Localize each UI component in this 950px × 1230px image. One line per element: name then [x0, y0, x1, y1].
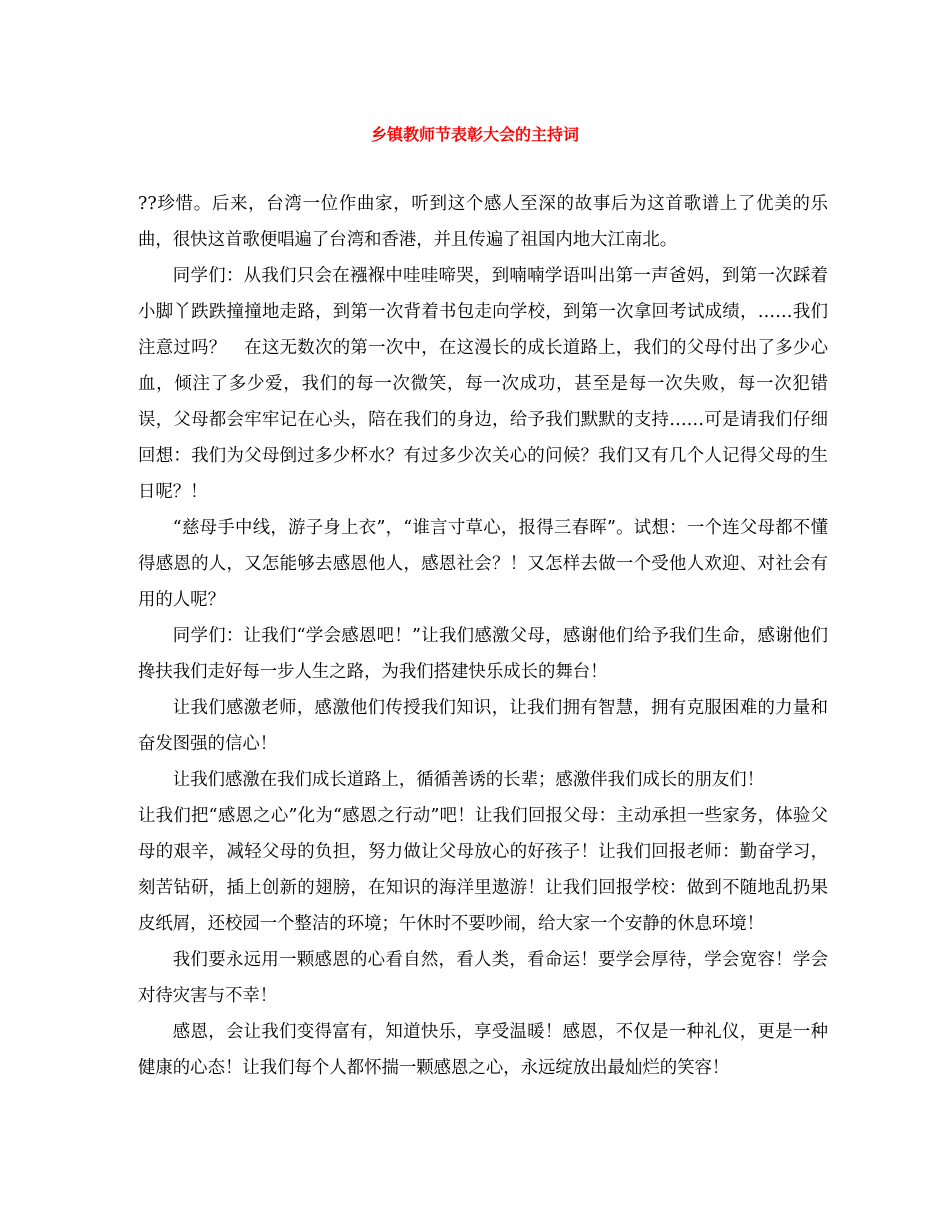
- paragraph-4: 同学们：让我们“学会感恩吧！”让我们感激父母，感谢他们给予我们生命，感谢他们搀扶我们走好每一步人生之路，为我们搭建快乐成长的舞台！: [138, 626, 828, 682]
- paragraph-6: 让我们感激在我们成长道路上，循循善诱的长辈；感激伴我们成长的朋友们！: [172, 770, 765, 790]
- paragraph-9: 感恩，会让我们变得富有，知道快乐，享受温暖！感恩，不仅是一种礼仪，更是一种健康的心态！让我们每个人都怀揣一颗感恩之心，永远绽放出最灿烂的笑容！: [138, 1022, 828, 1078]
- paragraph-1: ??珍惜。后来，台湾一位作曲家，听到这个感人至深的故事后为这首歌谱上了优美的乐曲，很快这首歌便唱遍了台湾和香港，并且传遍了祖国内地大江南北。: [138, 194, 828, 250]
- paragraph-3: “慈母手中线，游子身上衣”，“谁言寸草心，报得三春晖”。试想：一个连父母都不懂得感恩的人，又怎能够去感恩他人，感恩社会？！又怎样去做一个受他人欢迎、对社会有用的人呢？: [138, 518, 828, 610]
- paragraph-7: 让我们把“感恩之心”化为“感恩之行动”吧！让我们回报父母：主动承担一些家务，体验父母的艰辛，减轻父母的负担，努力做让父母放心的好孩子！让我们回报老师：勤奋学习，刻苦钻研，插上创新的翅膀，在知识的海洋里遨游！让我们回报学校：做到不随地乱扔果皮纸屑，还校园一个整洁的环境；午休时不要吵闹，给大家一个安静的休息环境！: [138, 806, 828, 934]
- paragraph-8: 我们要永远用一颗感恩的心看自然，看人类，看命运！要学会厚待，学会宽容！学会对待灾害与不幸！: [138, 950, 828, 1006]
- paragraph-2: 同学们：从我们只会在襁褓中哇哇啼哭，到喃喃学语叫出第一声爸妈，到第一次踩着小脚丫跌跌撞撞地走路，到第一次背着书包走向学校，到第一次拿回考试成绩，……我们注意过吗？ 在这无数次的第一次中，在这漫长的成长道路上，我们的父母付出了多少心血，倾注了多少爱，我们的每一次微笑，每一次成功，甚至是每一次失败，每一次犯错误，父母都会牢牢记在心头，陪在我们的身边，给予我们默默的支持……可是请我们仔细回想：我们为父母倒过多少杯水？有过多少次关心的问候？我们又有几个人记得父母的生日呢？！: [138, 266, 828, 502]
- document-body: [138, 186, 828, 1086]
- document-title: 乡镇教师节表彰大会的主持词: [370, 125, 579, 144]
- paragraph-5: 让我们感激老师，感激他们传授我们知识，让我们拥有智慧，拥有克服困难的力量和奋发图强的信心！: [138, 698, 828, 754]
